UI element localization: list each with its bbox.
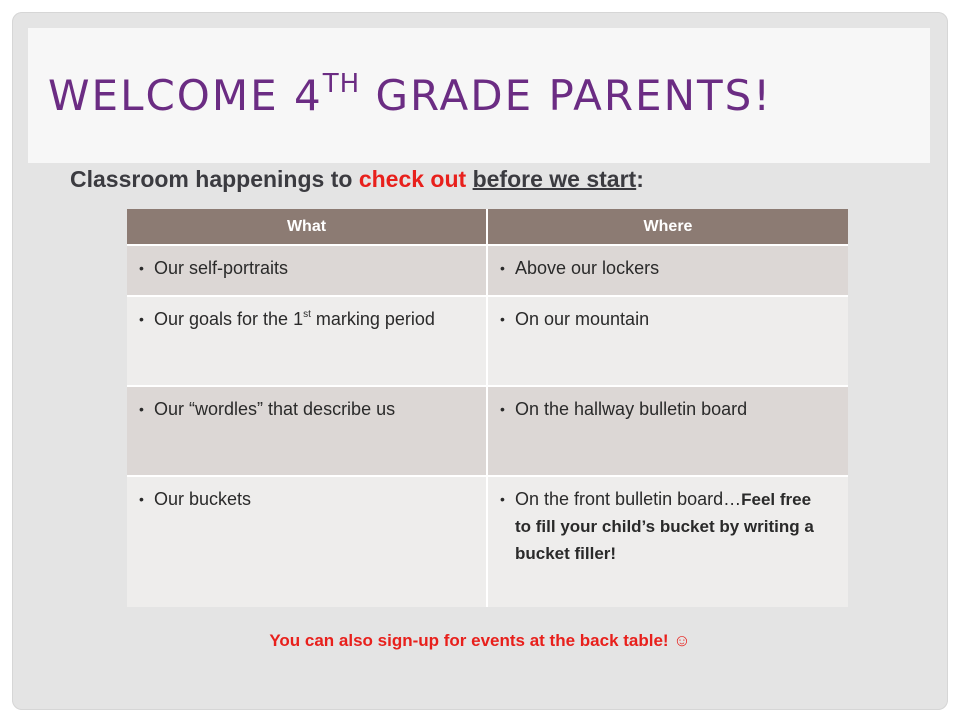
page-title: WELCOME 4TH GRADE PARENTS! [48,69,773,120]
bullet-icon: • [139,260,144,276]
table-cell-where: • Above our lockers [487,245,848,296]
column-header-what: What [127,209,487,245]
column-header-where: Where [487,209,848,245]
table-cell-what: • Our goals for the 1st marking period [127,296,487,386]
footer-note: You can also sign-up for events at the back table! ☺ [269,631,691,650]
bullet-icon: • [500,260,505,276]
table-cell-what: • Our “wordles” that describe us [127,386,487,476]
table-cell-what: • Our buckets [127,476,487,607]
bullet-icon: • [139,311,144,327]
subtitle-underlined: before we start [472,166,637,192]
bullet-icon: • [139,491,144,507]
table-row [127,296,848,386]
table-header-row [127,209,848,245]
subtitle: Classroom happenings to check out before we start: [70,166,644,192]
table-cell-where: • On the front bulletin board…Feel free to fill your child’s bucket by writing a bucket filler! [487,476,848,607]
table-row [127,386,848,476]
subtitle-highlight: check out [358,166,467,192]
bullet-icon: • [500,491,505,507]
bullet-icon: • [500,311,505,327]
table-row [127,476,848,607]
table-row [127,245,848,296]
happenings-table [127,209,848,607]
title-superscript: TH [322,69,361,99]
table-cell-what: • Our self-portraits [127,245,487,296]
bucket-note: Feel free to fill your child’s bucket by writing a bucket filler! [515,490,814,563]
bullet-icon: • [139,401,144,417]
table-cell-where: • On the hallway bulletin board [487,386,848,476]
bullet-icon: • [500,401,505,417]
table-cell-where: • On our mountain [487,296,848,386]
